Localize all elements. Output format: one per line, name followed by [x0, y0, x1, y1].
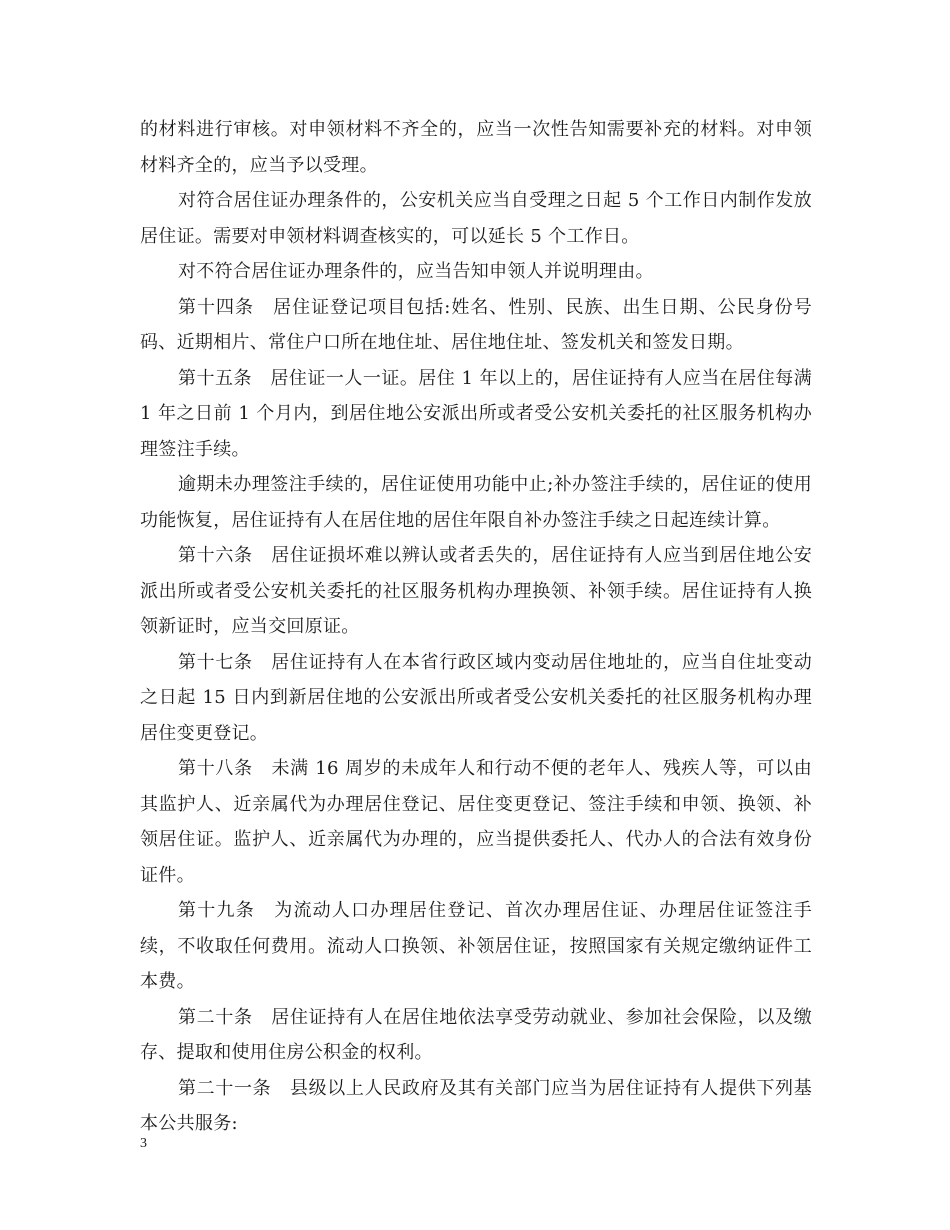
article-16: 第十六条 居住证损坏难以辨认或者丢失的，居住证持有人应当到居住地公安派出所或者受公安机关委托的社区服务机构办理换领、补领手续。居住证持有人换领新证时，应当交回原证。 [140, 545, 812, 637]
article-14: 第十四条 居住证登记项目包括:姓名、性别、民族、出生日期、公民身份号码、近期相片、常住户口所在地住址、居住地住址、签发机关和签发日期。 [140, 296, 812, 353]
paragraph: 对符合居住证办理条件的，公安机关应当自受理之日起 5 个工作日内制作发放居住证。需要对申领材料调查核实的，可以延长 5 个工作日。 [140, 190, 812, 247]
article-21: 第二十一条 县级以上人民政府及其有关部门应当为居住证持有人提供下列基本公共服务: [140, 1077, 812, 1134]
article-15: 第十五条 居住证一人一证。居住 1 年以上的，居住证持有人应当在居住每满 1 年之日前 1 个月内，到居住地公安派出所或者受公安机关委托的社区服务机构办理签注手续。 [140, 367, 812, 460]
article-17: 第十七条 居住证持有人在本省行政区域内变动居住地址的，应当自住址变动之日起 15 日内到新居住地的公安派出所或者受公安机关委托的社区服务机构办理居住变更登记。 [140, 651, 812, 744]
paragraph: 对不符合居住证办理条件的，应当告知申领人并说明理由。 [178, 261, 654, 282]
article-19: 第十九条 为流动人口办理居住登记、首次办理居住证、办理居住证签注手续，不收取任何费用。流动人口换领、补领居住证，按照国家有关规定缴纳证件工本费。 [140, 900, 812, 992]
page-number: 3 [140, 1136, 147, 1151]
article-18: 第十八条 未满 16 周岁的未成年人和行动不便的老年人、残疾人等，可以由其监护人、近亲属代为办理居住登记、居住变更登记、签注手续和申领、换领、补领居住证。监护人、近亲属代为办理的，应当提供委托人、代办人的合法有效身份证件。 [140, 758, 812, 886]
article-20: 第二十条 居住证持有人在居住地依法享受劳动就业、参加社会保险，以及缴存、提取和使用住房公积金的权利。 [140, 1006, 812, 1063]
paragraph: 逾期未办理签注手续的，居住证使用功能中止;补办签注手续的，居住证的使用功能恢复，居住证持有人在居住地的居住年限自补办签注手续之日起连续计算。 [140, 474, 812, 531]
document-body [140, 112, 812, 1142]
paragraph: 的材料进行审核。对申领材料不齐全的，应当一次性告知需要补充的材料。对申领材料齐全的，应当予以受理。 [140, 119, 812, 176]
